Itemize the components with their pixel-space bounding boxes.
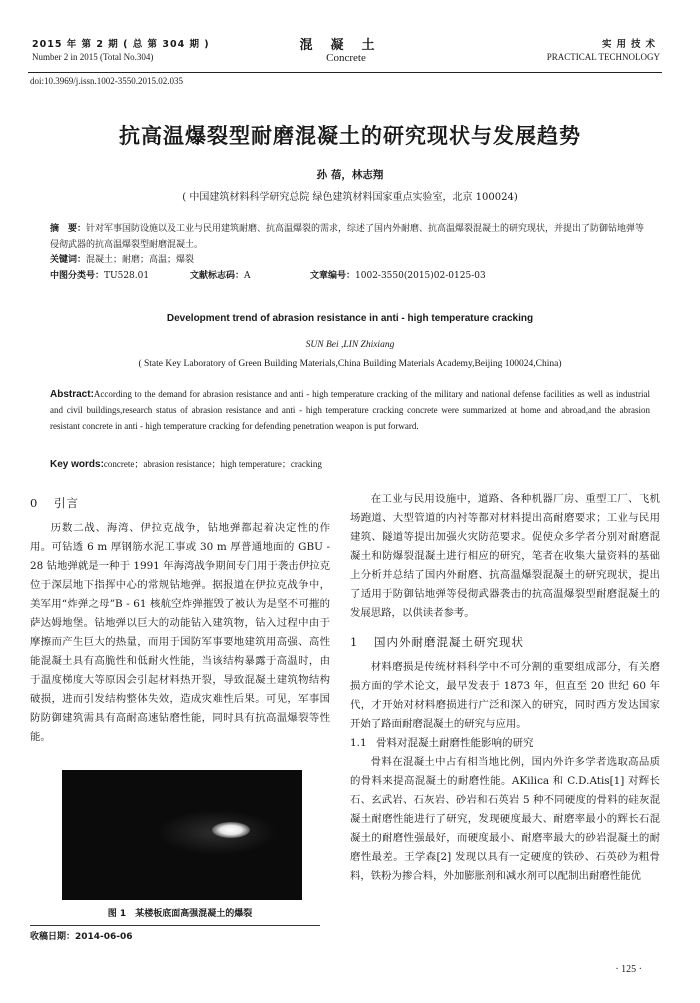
abstract-cn: [50, 222, 650, 253]
paper-title: 抗高温爆裂型耐磨混凝土的研究现状与发展趋势: [119, 124, 581, 148]
english-title: Development trend of abrasion resistance in anti - high temperature cracking: [166, 313, 534, 324]
abstract-cn-label: 摘 要：: [50, 224, 87, 234]
chinese-abstract-block: [50, 222, 650, 284]
doc-code: [190, 269, 310, 285]
classification-line: [50, 269, 650, 285]
section-cn: 实用技术: [601, 39, 660, 50]
issue-cn: 2015 年 第 2 期 ( 总 第 304 期 ): [32, 39, 210, 50]
article-label: 文章编号：: [310, 270, 356, 281]
section-1-number: 1: [350, 635, 359, 649]
section-en: PRACTICAL TECHNOLOGY: [546, 52, 660, 62]
left-column: [30, 490, 330, 747]
english-keywords-label: Key words: [50, 459, 101, 470]
clc-label: 中图分类号：: [50, 270, 105, 281]
header-rule: [28, 72, 662, 73]
doc-label: 文献标志码：: [190, 270, 245, 281]
right-column: [350, 490, 660, 886]
received-date: 收稿日期：2014-06-06: [30, 932, 133, 942]
journal-name-cn: 混凝土: [299, 38, 393, 53]
english-authors: SUN Bei ,LIN Zhixiang: [305, 340, 395, 350]
clc-value: TU528.01: [104, 270, 150, 281]
section-0-paragraph-1: 历数二战、海湾、伊拉克战争，钻地弹都起着决定性的作用。可钻透 6 m 厚钢筋水泥工事或 30 m 厚普通地面的 GBU - 28 钻地弹就是一种于 1991 年海湾战争期间专门用于袭击伊拉克位于深层地下指挥中心的常规钻地弹。据报道在伊拉克战争中，美军用“炸弹之母”B - 61 核航空炸弹摧毁了被认为是坚不可摧的萨达姆地堡。钻地弹以巨大的动能钻入建筑物，钻入过程中由于摩擦而产生巨大的热量，而用于国防军事要地建筑用高强、高性能混凝土具有高脆性和低耐火性能，当该结构暴露于高温时，由于温度梯度大等原因会引起材料热开裂，导致混凝土建筑物结构破损，进而引发结构整体失效，造成灾难性后果。可见，军事国防防御建筑需具有高耐高速钻磨性能，同时具有抗高温爆裂等性能。: [30, 522, 330, 743]
section-0-heading: [30, 494, 330, 513]
section-1-1-title: 骨料对混凝土耐磨性能影响的研究: [376, 737, 534, 749]
section-0-paragraph-2: 在工业与民用设施中，道路、各种机器厂房、重型工厂、飞机场跑道、大型管道的内衬等都对材料提出高耐磨要求；工业与民用建筑、隧道等提出加强火灾防范要求。促使众多学者分别对耐磨混凝土和防爆裂混凝土进行相应的研究，笔者在收集大量资料的基础上分析并总结了国内外耐磨、抗高温爆裂混凝土的研究现状，提出了适用于防御钻地弹等侵彻武器袭击的抗高温爆裂型耐磨混凝土的发展思路，以供读者参考。: [350, 493, 660, 619]
section-1-paragraph-1: 材料磨损是传统材料科学中不可分割的重要组成部分，有关磨损方面的学术论文，最早发表于 1873 年，但直至 20 世纪 60 年代，才开始对材料磨损进行广泛和深入的研究，同时西方发达国家开始了路面耐磨混凝土的研究与应用。: [350, 661, 660, 730]
doi: doi:10.3969/j.issn.1002-3550.2015.02.035: [30, 76, 184, 86]
english-keywords: Key words:concrete；abrasion resistance；high temperature；cracking: [50, 459, 322, 470]
section-1-1-heading: [350, 734, 660, 753]
section-0-title: 引言: [54, 496, 79, 510]
section-1-1-paragraph-1: 骨料在混凝土中占有相当地比例，国内外许多学者选取高品质的骨料来提高混凝土的耐磨性能。AKilica 和 C.D.Atis[1] 对辉长石、玄武岩、石灰岩、砂岩和石英岩 5 种不同硬度的骨料的硅灰混凝土耐磨性能进行了研究，发现硬度最大、耐磨率最小的辉长石混凝土的耐磨性强最好，而硬度最小、耐磨率最大的砂岩混凝土的耐磨性最差。王学森[2] 发现以具有一定硬度的铁砂、石英砂为粗骨料，铁粉为掺合料，外加膨胀剂和减水剂可以配制出耐磨性能优: [350, 756, 660, 882]
doc-value: A: [244, 270, 251, 281]
abstract-cn-text: 针对军事国防设施以及工业与民用建筑耐磨、抗高温爆裂的需求，综述了国内外耐磨、抗高温爆裂混凝土的研究现状，并提出了防御钻地弹等侵彻武器的抗高温爆裂型耐磨混凝土。: [50, 224, 645, 250]
section-1-1-number: 1.1: [350, 737, 367, 749]
english-abstract-label: Abstract: [50, 389, 91, 400]
english-affiliation: ( State Key Laboratory of Green Building Materials,China Building Materials Academy,Beijing 100024,China): [138, 359, 562, 369]
article-value: 1002-3550(2015)02-0125-03: [355, 270, 486, 281]
running-header: [32, 36, 660, 70]
affiliation: ( 中国建筑材料科学研究总院 绿色建筑材料国家重点实验室，北京 100024): [182, 192, 518, 203]
section-1-title: 国内外耐磨混凝土研究现状: [374, 635, 524, 649]
keywords-cn-text: 混凝土；耐磨；高温；爆裂: [86, 255, 195, 265]
section-1-heading: [350, 633, 660, 652]
article-number: [310, 269, 486, 285]
english-keywords-text: concrete；abrasion resistance；high temperature；cracking: [103, 459, 322, 469]
keywords-cn-label: 关键词：: [50, 255, 87, 265]
figure-1-caption: 图 1 某楼板底面高强混凝土的爆裂: [107, 909, 253, 919]
page-number: · 125 ·: [615, 964, 642, 975]
figure-1-photo: [62, 770, 302, 900]
figure-bright-spot: [212, 822, 250, 838]
footnote-rule: [30, 925, 320, 926]
english-abstract: Abstract:According to the demand for abrasion resistance and anti - high temperature cracking of the military and national defense facilities as well as industrial and civil buildings,research status of abrasion resistance and anti - high temperature cracking concrete were summarized at home and abroad,and the abrasion resistant concrete in anti - high temperature cracking for defending penetration weapon is put forward.: [50, 389, 650, 431]
authors: 孙 蓓，林志翔: [316, 169, 384, 181]
clc: [50, 269, 190, 285]
section-0-number: 0: [30, 496, 39, 510]
english-abstract-text: According to the demand for abrasion resistance and anti - high temperature cracking of the military and national defense facilities as well as industrial and civil buildings,research status of abrasion resistance and anti - high temperature cracking concrete were summarized at home and abroad,and the abrasion resistant concrete in anti - high temperature cracking for defending penetration weapon is put forward.: [50, 389, 650, 431]
issue-en: Number 2 in 2015 (Total No.304): [32, 52, 154, 62]
journal-name-en: Concrete: [326, 52, 366, 64]
keywords-cn: [50, 253, 650, 269]
